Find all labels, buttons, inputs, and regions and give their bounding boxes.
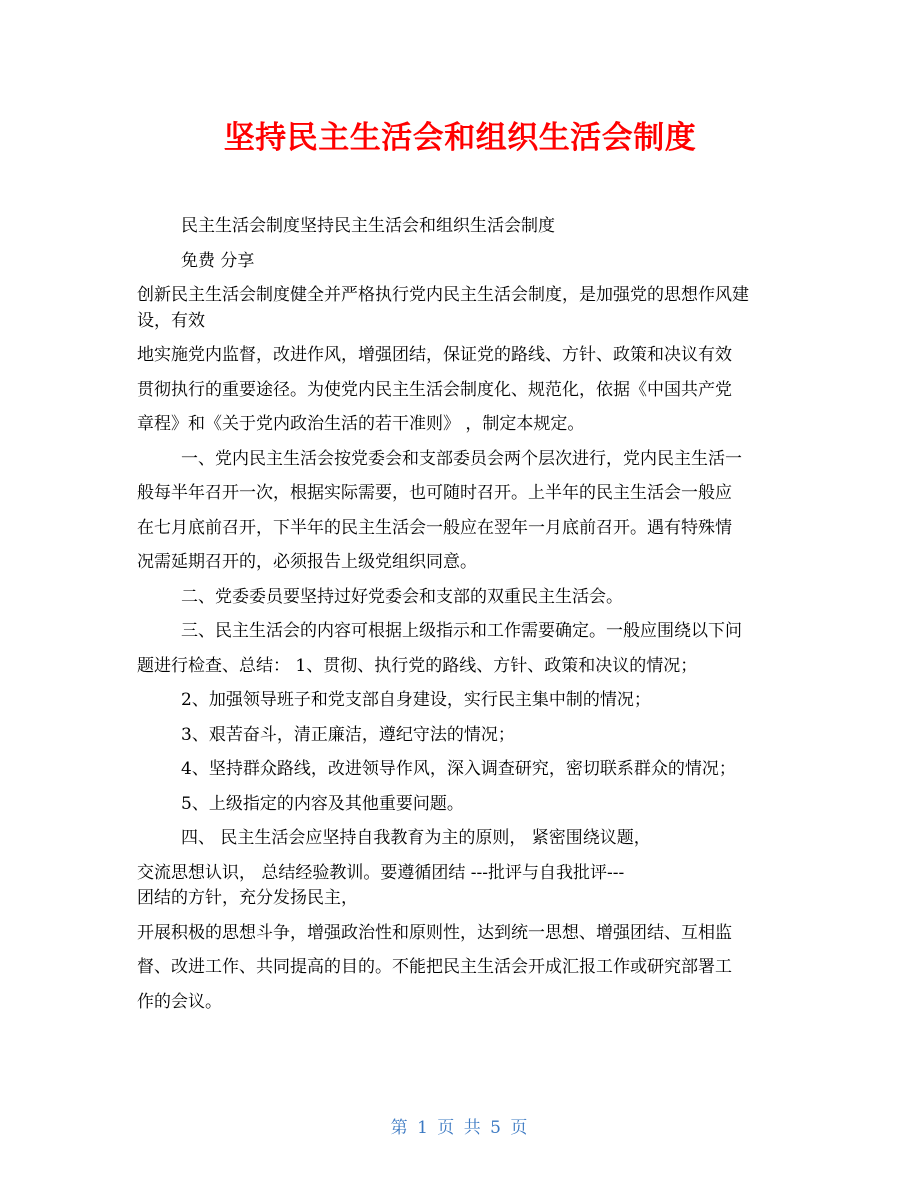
body-line: 四、 民主生活会应坚持自我教育为主的原则， 紧密围绕议题，: [181, 828, 651, 848]
document-title: 坚持民主生活会和组织生活会制度: [223, 120, 697, 156]
document-body: [137, 214, 787, 1015]
body-line: 开展积极的思想斗争，增强政治性和原则性，达到统一思想、增强团结、互相监: [137, 922, 732, 943]
body-line: 设，有效: [137, 310, 205, 331]
body-line: 二、党委委员要坚持过好党委会和支部的双重民主生活会。: [181, 586, 623, 607]
body-line: 一、党内民主生活会按党委会和支部委员会两个层次进行，党内民主生活一: [181, 448, 742, 469]
body-line: 2、加强领导班子和党支部自身建设，实行民主集中制的情况；: [181, 690, 651, 710]
body-line: 免费 分享: [181, 250, 255, 271]
body-line: 3、艰苦奋斗，清正廉洁，遵纪守法的情况；: [181, 724, 515, 745]
body-line: 况需延期召开的，必须报告上级党组织同意。: [137, 552, 477, 572]
body-line: 5、上级指定的内容及其他重要问题。: [181, 793, 464, 814]
body-line: 创新民主生活会制度健全并严格执行党内民主生活会制度，是加强党的思想作风建: [137, 285, 749, 305]
body-line: 地实施党内监督，改进作风，增强团结，保证党的路线、方针、政策和决议有效: [137, 345, 732, 365]
body-line: 三、民主生活会的内容可根据上级指示和工作需要确定。一般应围绕以下问: [181, 621, 742, 641]
body-line: 题进行检查、总结： 1、贯彻、执行党的路线、方针、政策和决议的情况；: [137, 655, 698, 676]
body-line: 民主生活会制度坚持民主生活会和组织生活会制度: [181, 216, 555, 236]
body-line: 般每半年召开一次，根据实际需要，也可随时召开。上半年的民主生活会一般应: [137, 483, 732, 503]
body-line: 交流思想认识， 总结经验教训。要遵循团结 ---批评与自我批评---: [137, 862, 625, 883]
body-line: 团结的方针，充分发扬民主，: [137, 888, 358, 908]
page-number-footer: 第 1 页 共 5 页: [390, 1118, 530, 1138]
body-line: 4、坚持群众路线，改进领导作风，深入调查研究，密切联系群众的情况；: [181, 759, 736, 779]
body-line: 督、改进工作、共同提高的目的。不能把民主生活会开成汇报工作或研究部署工: [137, 957, 732, 977]
body-line: 章程》和《关于党内政治生活的若干准则》 ，制定本规定。: [137, 414, 585, 434]
body-line: 贯彻执行的重要途径。为使党内民主生活会制度化、规范化，依据《中国共产党: [137, 379, 732, 400]
body-line: 在七月底前召开，下半年的民主生活会一般应在翌年一月底前召开。遇有特殊情: [137, 517, 732, 538]
body-line: 作的会议。: [137, 991, 222, 1012]
